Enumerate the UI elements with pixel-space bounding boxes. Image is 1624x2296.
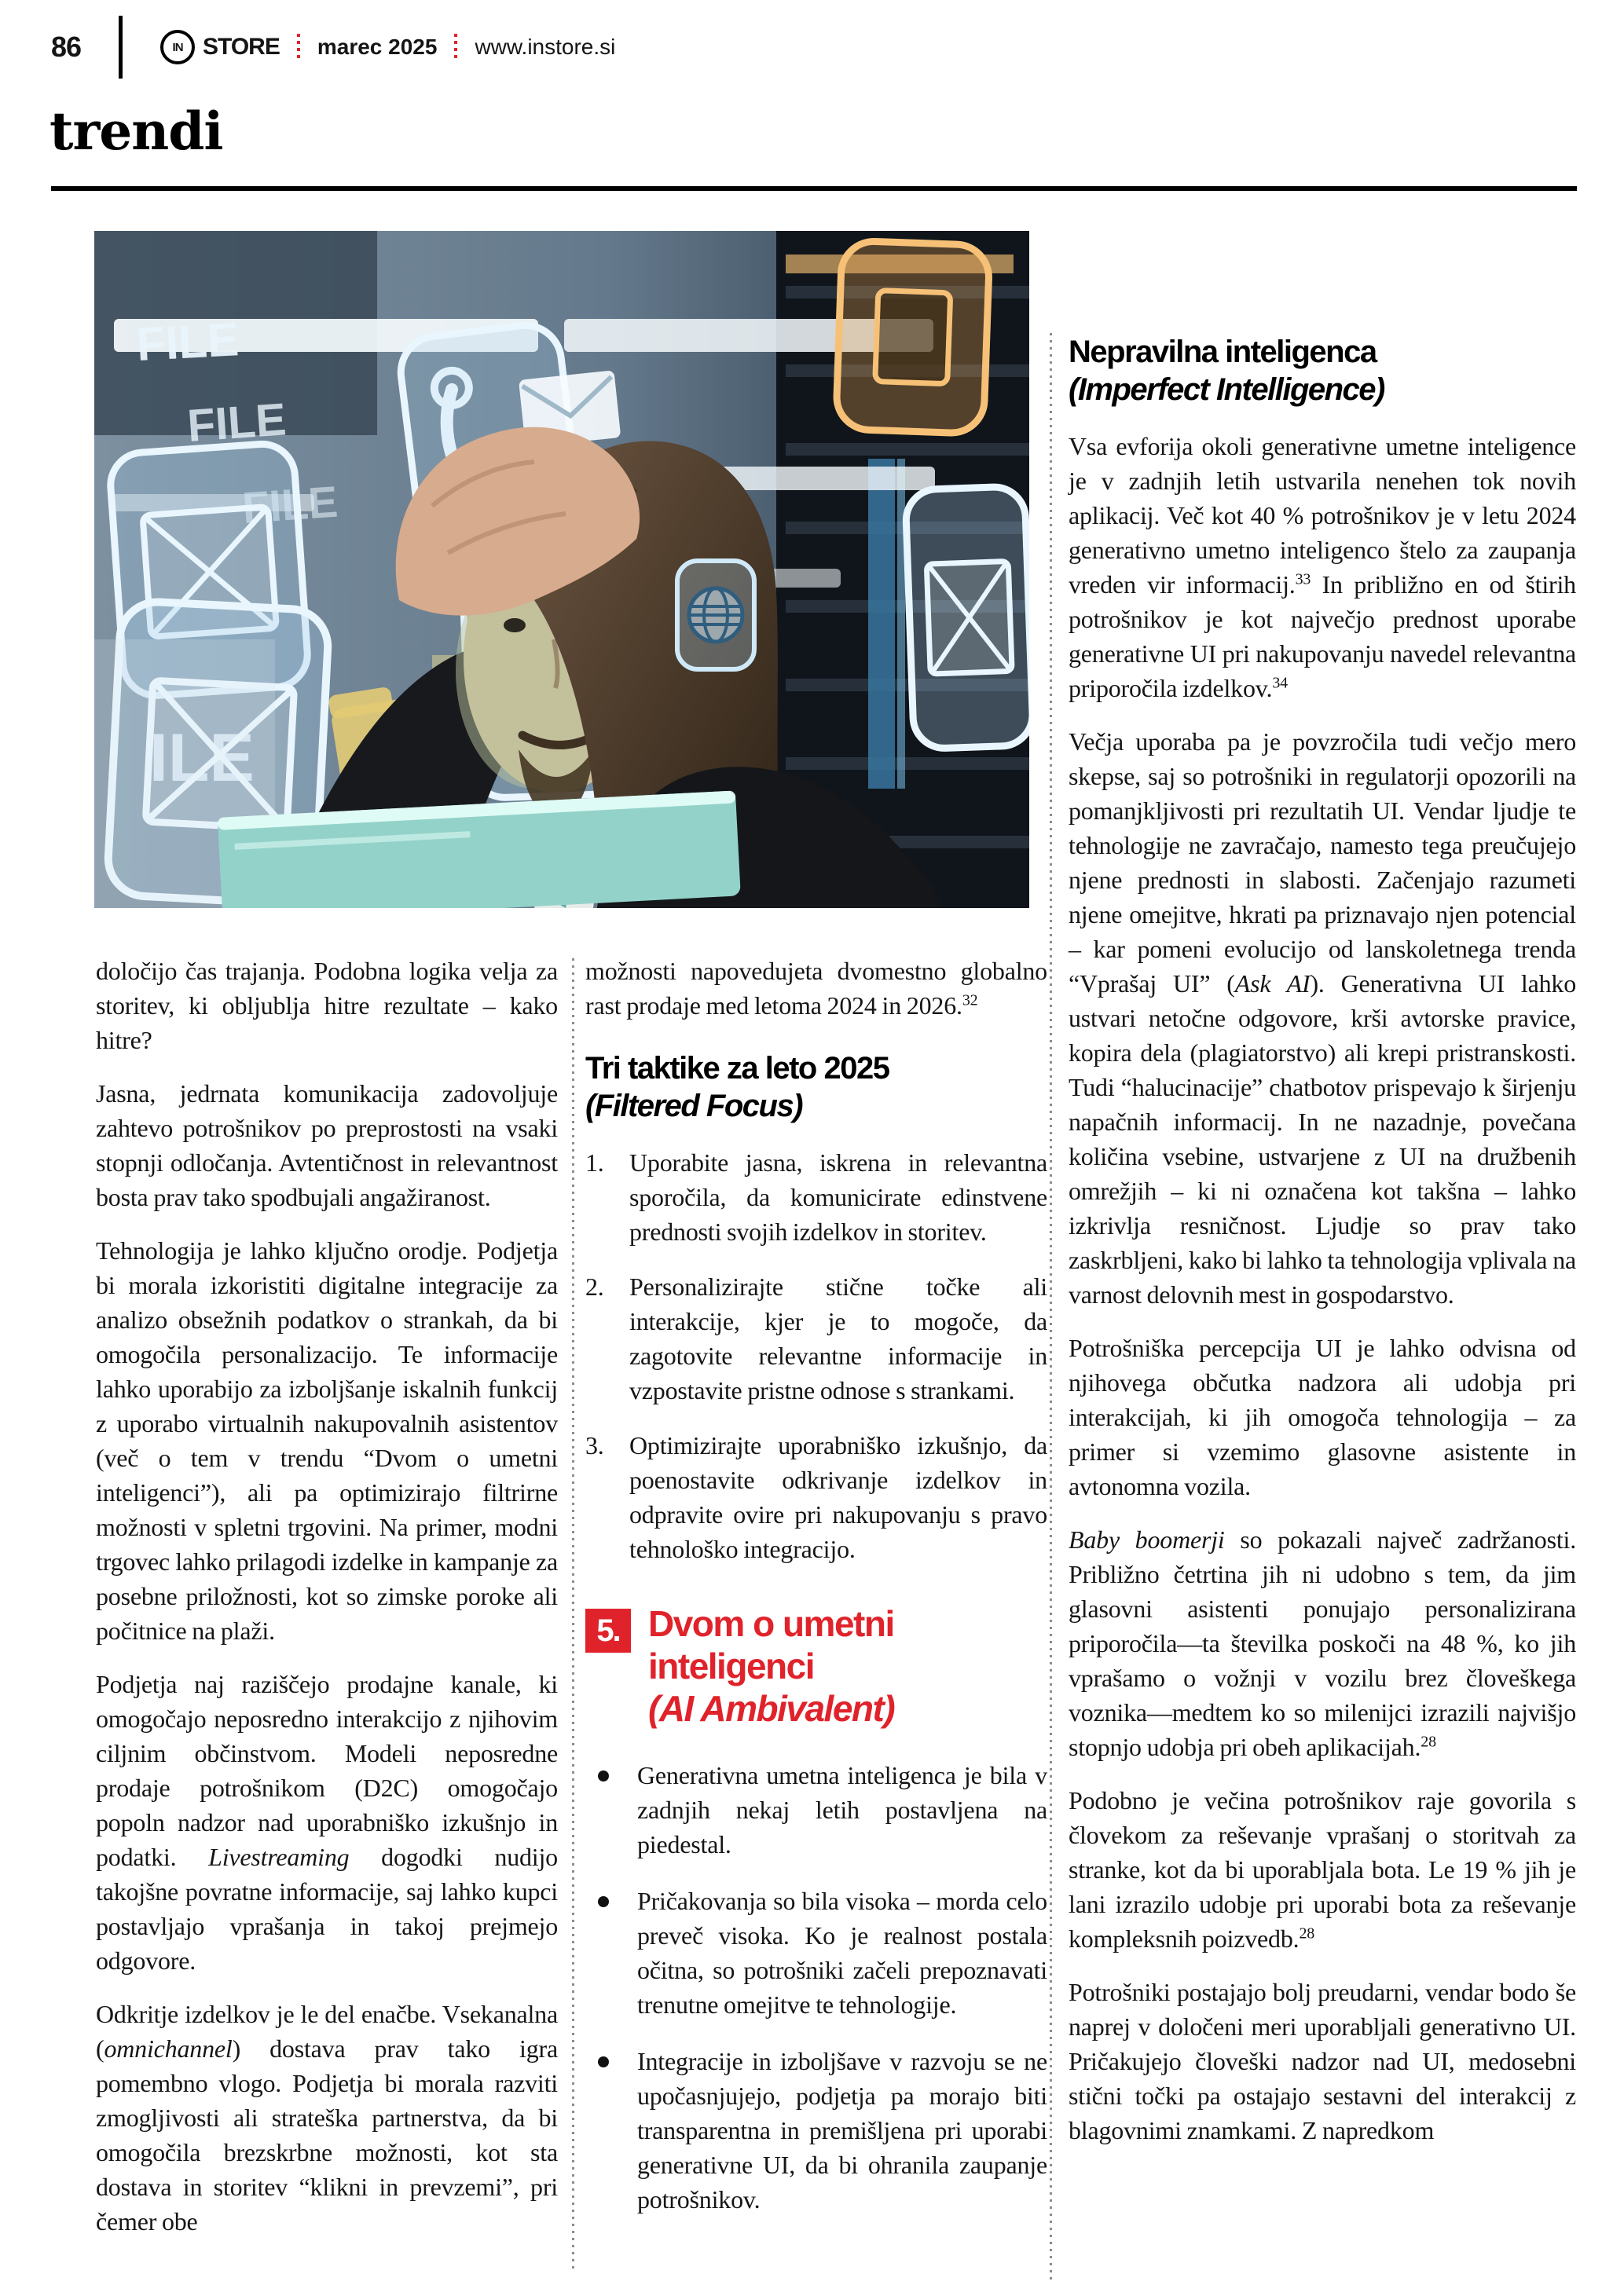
list-item-text: Uporabite jasna, iskrena in relevantna sporočila, da komunicirate edinstvene prednosti svojih izdelkov in storitev. [629,1148,1047,1246]
trend-number-badge: 5. [585,1609,631,1653]
paragraph: Odkritje izdelkov je le del enačbe. Vsekanalna (omnichannel) dostava prav tako igra pomembno vlogo. Podjetja bi morala razviti zmogljivosti ali strateška partnerstva, da bi omogočila brezskrbne možnosti, kot sta dostava in storitev “klikni in prevzemi”, pri čemer obe [96,2000,558,2236]
tactics-heading-line: Tri taktike za leto 2025 [585,1051,889,1086]
globe-icon [677,561,754,669]
tactics-heading [585,1049,1047,1125]
list-number: 3. [585,1431,604,1459]
numbered-list-item [585,1269,1047,1408]
list-number: 1. [585,1148,604,1177]
file-label: FILE [185,394,288,452]
header-divider-bar [119,16,123,79]
trend-5-bullets [585,1758,1047,2217]
right-paragraphs [1069,429,1576,2148]
paragraph: Jasna, jedrnata komunikacija zadovoljuje zahtevo potrošnikov po preprostosti na vsaki stopnji odločanja. Avtentičnost in relevantnost bosta prav tako spodbujali angažiranost. [96,1079,558,1211]
bullet-list-item [585,1758,1047,1862]
file-label: FILE [240,476,339,533]
issue-date: marec 2025 [317,35,438,59]
column-right [1069,333,1576,2148]
column-middle [585,954,1047,2239]
tactics-heading-sub: (Filtered Focus) [585,1089,803,1123]
trend-5-title: Dvom o umetni inteligenci [648,1603,894,1686]
bullet-item-text: Integracije in izboljšave v razvoju se ne upočasnjujejo, podjetja pa morajo biti transparentna in premišljena pri uporabi generativne UI, da bi ohranila zaupanje potrošnikov. [637,2047,1047,2214]
column-divider [1050,333,1052,2280]
paragraph: Potrošniška percepcija UI je lahko odvisna od njihovega občutka nadzora ali udobja pri interakcijah, ki jih omogoča tehnologija – za primer si vzemimo glasovne asistente in avtonomna vozila. [1069,1334,1576,1500]
bullet-item-text: Pričakovanja so bila visoka – morda celo preveč visoka. Ko je realnost postala očitna, so potrošniki začeli prepoznavati trenutne omejitve te tehnologije. [637,1887,1047,2019]
paragraph: Baby boomerji so pokazali največ zadržanosti. Približno četrtina jih ni udobno s tem, da jim glasovni asistenti ponujajo personalizirana priporočila—ta številka poskoči na 48 %, ko jih vprašamo o vožnji v vozilu brez človeškega voznika—medtem ko so milenijci izrazili najvišjo stopnjo udobja pri obeh aplikacijah.$^{28}$ [1069,1525,1577,1761]
orange-app-icon [836,240,990,434]
column-left [96,954,558,2239]
list-item-text: Personalizirajte stične točke ali interakcije, kjer je to mogoče, da zagotovite relevantne informacije in vzpostavite pristne odnose s strankami. [629,1273,1047,1404]
paragraph: Podjetja naj raziščejo prodajne kanale, ki omogočajo neposredno interakcijo z njihovim ciljnim občinstvom. Modeli neposredne prodaje potrošnikom (D2C) omogočajo popoln nadzor nad uporabniško izkušnjo in podatki. Livestreaming dogodki nudijo takojšne povratne informacije, saj lahko kupci postavljajo vprašanja in takoj prejmejo odgovore. [96,1670,558,1975]
right-heading-sub: (Imperfect Intelligence) [1069,372,1384,407]
envelope-icon [905,486,1029,749]
paragraph: možnosti napovedujeta dvomestno globalno rast prodaje med letoma 2024 in 2026.32 [585,957,1047,1020]
column-divider [572,958,574,2269]
page-header [51,14,615,80]
numbered-list-item [585,1145,1047,1249]
file-label: ILE [149,720,255,796]
instore-logo-icon: IN [160,30,195,64]
file-label: FILE [135,313,240,371]
list-number: 2. [585,1273,604,1301]
logo-store-text: STORE [203,34,280,60]
right-heading [1069,333,1576,408]
trend-5-heading [585,1602,1047,1730]
paragraph: določijo čas trajanja. Podobna logika velja za storitev, ki obljublja hitre rezultate – kako hitre? [96,957,558,1054]
page-number: 86 [51,31,82,63]
red-dotted-separator [454,34,457,60]
hero-photo [94,231,1029,908]
section-rule [51,186,1577,191]
paragraph: Potrošniki postajajo bolj preudarni, vendar bodo še naprej v določeni meri uporabljali generativno UI. Pričakujejo človeški nadzor nad UI, medosebni stični točki pa ostajajo sestavni del interakcij z blagovnimi znamkami. Z napredkom [1069,1978,1576,2144]
bullet-list-item [585,1884,1047,2022]
bullet-dot-icon [598,1771,609,1782]
paragraph: Tehnologija je lahko ključno orodje. Podjetja bi morala izkoristiti digitalne integracije za analizo obsežnih podatkov o strankah, da bi omogočila personalizacijo. Te informacije lahko uporabijo za izboljšanje iskalnih funkcij z uporabo virtualnih nakupovalnih asistentov (več o tem v trendu “Dvom o umetni inteligenci”), ali pa optimizirajo filtrirne možnosti v spletni trgovini. Na primer, modni trgovec lahko prilagodi izdelke in kampanje za posebne priložnosti, kot so zimske poroke ali počitnice na plaži. [96,1236,558,1645]
right-heading-line: Nepravilna inteligenca [1069,335,1377,369]
paragraph: Podobno je večina potrošnikov raje govorila s človekom za reševanje vprašanj o storitvah za stranke, kot da bi uporabljala bota. Le 19 % jih je lani izrazilo udobje pri uporabi bota za reševanje kompleksnih poizvedb.$^{28}$ [1069,1786,1576,1953]
trend-5-subtitle: (AI Ambivalent) [648,1688,895,1729]
hero-photo-illustration [94,231,1029,908]
bullet-dot-icon [598,2056,609,2067]
website-url: www.instore.si [475,35,616,59]
paragraph: Večja uporaba pa je povzročila tudi večjo mero skepse, saj so potrošniki in regulatorji opozorili na pomanjkljivosti pri rezultatih UI. Vendar ljudje te tehnologije ne zavračajo, namesto tega preučujejo njene prednosti in slabosti. Začenjajo razumeti njene omejitve, hkrati pa priznavajo njen potencial – kar pomeni evolucijo od lanskoletnega trenda “Vprašaj UI” (Ask AI). Generativna UI lahko ustvari netočne odgovore, krši avtorske pravice, kopira dela (plagiatorstvo) ali krepi pristranskosti. Tudi “halucinacije” chatbotov prispevajo k širjenju napačnih informacij. In ne nazadnje, povečana količina vsebine, ustvarjene z UI na družbenih omrežjih – ki ni označena kot takšna – lahko izkrivlja resničnost. Ljudje so prav tako zaskrbljeni, kako bi lahko ta tehnologija vplivala na varnost delovnih mest in gospodarstvo. [1069,727,1576,1309]
red-dotted-separator [297,34,300,60]
paragraph: Vsa evforija okoli generativne umetne inteligence je v zadnjih letih ustvarila nenehen tok novih aplikacij. Več kot 40 % potrošnikov je v letu 2024 generativno umetno inteligenco štelo za zaupanja vreden vir informacij.$^{33}$ In približno en od štirih potrošnikov je kot največjo prednost uporabe generativne UI pri nakupovanju navedel relevantna priporočila izdelkov.$^{34}$ [1069,432,1576,702]
list-item-text: Optimizirajte uporabniško izkušnjo, da poenostavite odkrivanje izdelkov in odpravite ovire pri nakupovanju s pravo tehnološko integracijo. [629,1431,1047,1563]
bullet-item-text: Generativna umetna inteligenca je bila v zadnjih nekaj letih postavljena na piedestal. [637,1761,1047,1858]
tactics-list [585,1145,1047,1566]
instore-logo [160,30,280,64]
bullet-dot-icon [598,1896,609,1907]
numbered-list-item [585,1428,1047,1566]
trend-5-title-block [648,1602,1017,1730]
bullet-list-item [585,2044,1047,2217]
section-title: trendi [49,101,223,162]
